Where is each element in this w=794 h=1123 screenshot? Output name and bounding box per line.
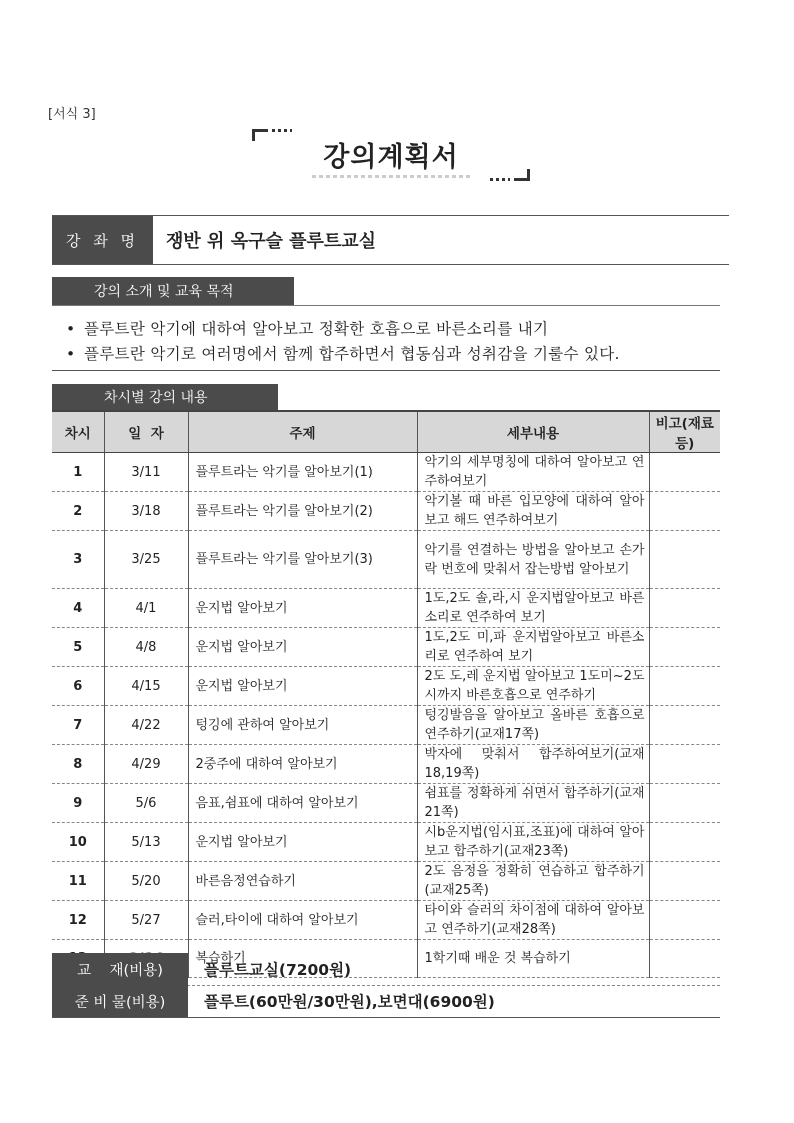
session-date: 3/25	[104, 531, 188, 589]
session-note	[649, 531, 720, 589]
session-topic: 운지법 알아보기	[188, 667, 417, 706]
course-name-label: 강 좌 명	[52, 216, 153, 264]
session-topic: 운지법 알아보기	[188, 628, 417, 667]
session-topic: 플루트라는 악기를 알아보기(1)	[188, 453, 417, 492]
column-header-detail: 세부내용	[417, 411, 649, 453]
session-note	[649, 706, 720, 745]
session-number: 10	[52, 823, 104, 862]
session-topic: 플루트라는 악기를 알아보기(3)	[188, 531, 417, 589]
session-date: 5/20	[104, 862, 188, 901]
bullet: •	[66, 320, 76, 338]
session-detail: 2도 음정을 정확히 연습하고 합주하기(교재25쪽)	[417, 862, 649, 901]
plan-section-heading: 차시별 강의 내용	[52, 384, 278, 410]
session-note	[649, 492, 720, 531]
form-number: [서식 3]	[48, 107, 96, 122]
session-note	[649, 823, 720, 862]
table-row	[52, 745, 720, 784]
session-number: 11	[52, 862, 104, 901]
session-date: 4/29	[104, 745, 188, 784]
session-number: 6	[52, 667, 104, 706]
page-title: 강의계획서	[323, 142, 459, 173]
table-row	[52, 531, 720, 589]
table-row	[52, 492, 720, 531]
session-number: 9	[52, 784, 104, 823]
session-detail: 타이와 슬러의 차이점에 대하여 알아보고 연주하기(교재28쪽)	[417, 901, 649, 940]
session-date: 3/18	[104, 492, 188, 531]
session-detail: 악기볼 때 바른 입모양에 대하여 알아보고 해드 연주하여보기	[417, 492, 649, 531]
session-date: 5/27	[104, 901, 188, 940]
table-header-row	[52, 411, 720, 453]
supplies-value: 플루트(60만원/30만원),보면대(6900원)	[204, 993, 495, 1011]
session-topic: 플루트라는 악기를 알아보기(2)	[188, 492, 417, 531]
title-bracket-bottom-right-vertical	[527, 169, 530, 181]
column-header-date: 일 자	[104, 411, 188, 453]
title-block	[252, 125, 530, 185]
session-note	[649, 667, 720, 706]
session-detail: 악기를 연결하는 방법을 알아보고 손가락 번호에 맞춰서 잡는방법 알아보기	[417, 531, 649, 589]
session-date: 4/15	[104, 667, 188, 706]
session-detail: 쉼표를 정확하게 쉬면서 합주하기(교재21쪽)	[417, 784, 649, 823]
title-bracket-dots-bottom	[490, 178, 510, 181]
table-row	[52, 901, 720, 940]
intro-end-divider	[52, 370, 720, 371]
session-date: 5/13	[104, 823, 188, 862]
session-topic: 바른음정연습하기	[188, 862, 417, 901]
intro-divider	[52, 305, 720, 306]
intro-item-text: 플루트란 악기로 여러명에서 함께 합주하면서 협동심과 성취감을 기룰수 있다.	[84, 345, 620, 363]
session-topic: 운지법 알아보기	[188, 823, 417, 862]
session-date: 5/6	[104, 784, 188, 823]
intro-item-text: 플루트란 악기에 대하여 알아보고 정확한 호흡으로 바른소리를 내기	[84, 320, 549, 338]
session-note	[649, 453, 720, 492]
session-note	[649, 784, 720, 823]
session-note	[649, 901, 720, 940]
textbook-value: 플루트교실(7200원)	[204, 961, 352, 979]
table-row	[52, 589, 720, 628]
table-row	[52, 667, 720, 706]
title-underline-dots	[312, 175, 472, 178]
session-note	[649, 745, 720, 784]
session-note	[649, 628, 720, 667]
session-topic: 2중주에 대하여 알아보기	[188, 745, 417, 784]
session-detail: 악기의 세부명칭에 대하여 알아보고 연주하여보기	[417, 453, 649, 492]
session-number: 4	[52, 589, 104, 628]
table-row	[52, 862, 720, 901]
session-number: 8	[52, 745, 104, 784]
session-detail: 시b운지법(임시표,조표)에 대하여 알아보고 합주하기(교재23쪽)	[417, 823, 649, 862]
session-detail: 박자에 맞춰서 합주하여보기(교재18,19쪽)	[417, 745, 649, 784]
session-number: 1	[52, 453, 104, 492]
textbook-label: 교 재(비용)	[52, 953, 188, 985]
session-detail: 1도,2도 미,파 운지법알아보고 바른소리로 연주하여 보기	[417, 628, 649, 667]
session-number: 3	[52, 531, 104, 589]
session-number: 7	[52, 706, 104, 745]
session-number: 5	[52, 628, 104, 667]
column-header-topic: 주제	[188, 411, 417, 453]
bullet: •	[66, 345, 76, 363]
session-number: 12	[52, 901, 104, 940]
course-name-row	[52, 215, 729, 265]
session-note	[649, 862, 720, 901]
session-topic: 슬러,타이에 대하여 알아보기	[188, 901, 417, 940]
supplies-row	[52, 985, 720, 1018]
session-date: 3/11	[104, 453, 188, 492]
session-number: 2	[52, 492, 104, 531]
session-topic: 음표,쉼표에 대하여 알아보기	[188, 784, 417, 823]
course-name-value: 쟁반 위 옥구슬 플루트교실	[166, 231, 377, 252]
session-topic: 텅깅에 관하여 알아보기	[188, 706, 417, 745]
table-row	[52, 784, 720, 823]
column-header-session: 차시	[52, 411, 104, 453]
table-row	[52, 823, 720, 862]
session-date: 4/1	[104, 589, 188, 628]
table-row	[52, 706, 720, 745]
title-bracket-dots-top	[272, 129, 292, 132]
lecture-plan-table	[52, 410, 720, 978]
session-topic: 운지법 알아보기	[188, 589, 417, 628]
session-detail: 1도,2도 솔,라,시 운지법알아보고 바른소리로 연주하여 보기	[417, 589, 649, 628]
session-topic: 복습하기	[188, 940, 417, 978]
session-date: 4/8	[104, 628, 188, 667]
table-row	[52, 628, 720, 667]
column-header-note: 비고(재료 등)	[649, 411, 720, 453]
session-date: 4/22	[104, 706, 188, 745]
supplies-label: 준 비 물(비용)	[52, 985, 188, 1017]
session-detail: 1학기때 배운 것 복습하기	[417, 940, 649, 978]
intro-item	[66, 342, 620, 364]
session-detail: 2도 도,레 운지법 알아보고 1도미~2도 시까지 바른호흡으로 연주하기	[417, 667, 649, 706]
session-note	[649, 589, 720, 628]
table-row	[52, 453, 720, 492]
intro-item	[66, 317, 548, 339]
intro-section-heading: 강의 소개 및 교육 목적	[52, 277, 294, 305]
session-detail: 텅깅발음을 알아보고 올바른 호흡으로 연주하기(교재17쪽)	[417, 706, 649, 745]
textbook-row	[52, 953, 720, 986]
